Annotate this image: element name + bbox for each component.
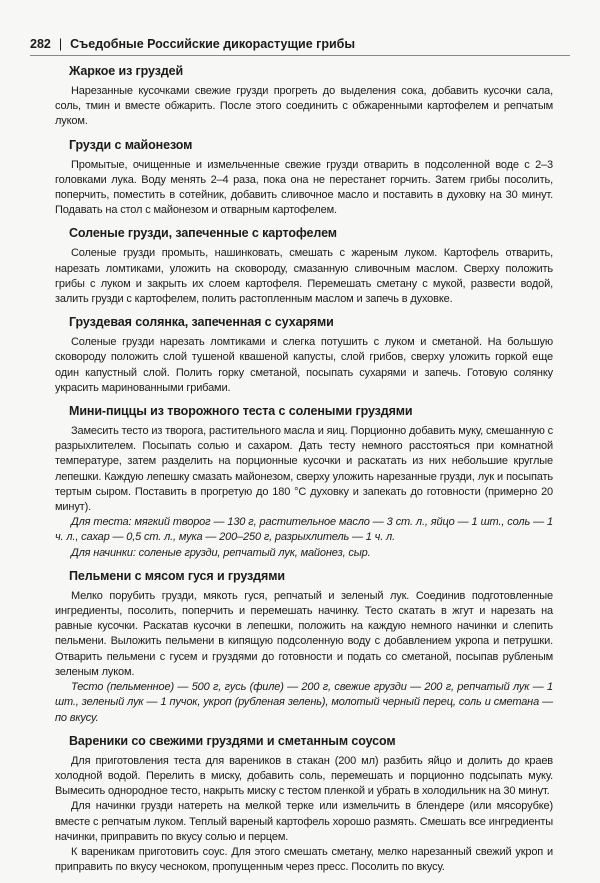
page-content	[55, 58, 553, 883]
recipe-text: Нарезанные кусочками свежие грузди прогреть до выделения сока, добавить кусочки сала, соль, тмин и вместе обжарить. После этого соединить с обжаренными картофелем и репчатым луком.	[55, 85, 553, 128]
recipe-text: К вареникам приготовить соус. Для этого смешать сметану, мелко нарезанный свежий укроп и приправить по вкусу чесноком, пропущенным через пресс. Посолить по вкусу.	[55, 845, 553, 874]
recipe-title: Мини-пиццы из творожного теста с солеными груздями	[69, 404, 413, 419]
recipe-title: Грузди с майонезом	[69, 137, 193, 152]
recipe-mini-pizza	[55, 404, 553, 561]
recipe-text: Соленые грузди нарезать ломтиками и слегка потушить с луком и сметаной. На большую сковороду положить слой тушеной квашеной капусты, слой грибов, сверху уложить горкой еще один капустный слой. Полить горку сметаной, посыпать сухарями и запечь. Готовую солянку украсить маринованными грибами.	[55, 336, 553, 394]
recipe-text: Для начинки грузди натереть на мелкой терке или измельчить в блендере (или мясорубке) вместе с репчатым луком. Теплый вареный картофель хорошо размять. Смешать все ингредиенты начинки, приправить по вкусу солью и перцем.	[55, 800, 553, 843]
recipe-pelmeni	[55, 569, 553, 726]
recipe-text: Замесить тесто из творога, растительного масла и яиц. Порционно добавить муку, смешанную с разрыхлителем. Посыпать солью и сахаром. Дать тесту немного расстояться при комнатной температуре, затем разделить на порционные кусочки и раскатать из них небольшие круглые лепешки. Каждую лепешку смазать майонезом, сверху уложить нарезанные грузди, лук и посыпать тертым сыром. Поставить в прогретую до 180 °С духовку и запекать до готовности (примерно 20 минут).	[55, 425, 553, 514]
recipe-ingredients: Тесто (пельменное) — 500 г, гусь (филе) — 200 г, свежие грузди — 200 г, репчатый лук — 1 шт., зеленый лук — 1 пучок, укроп (рубленая зелень), молотый черный перец, соль и сметана — по вкусу.	[55, 681, 553, 724]
recipe-text: Для приготовления теста для вареников в стакан (200 мл) разбить яйцо и долить до краев холодной водой. Перелить в миску, добавить соль, перемешать и порционно подсыпать муку. Вымесить однородное тесто, накрыть миску с тестом пленкой и убрать в холодильник на 30 минут.	[55, 754, 553, 798]
header-separator: |	[58, 37, 63, 51]
page-header	[30, 36, 570, 56]
recipe-vareniki	[55, 734, 553, 876]
recipe-title: Вареники со свежими груздями и сметанным соусом	[69, 733, 396, 748]
recipe-title: Груздевая солянка, запеченная с сухарями	[69, 315, 334, 330]
recipe-ingredients: Для теста: мягкий творог — 130 г, растительное масло — 3 ст. л., яйцо — 1 шт., соль — 1 ч. л., сахар — 0,5 ст. л., мука — 200–250 г, разрыхлитель — 1 ч. л.	[55, 516, 553, 544]
recipe-text: Мелко порубить грузди, мякоть гуся, репчатый и зеленый лук. Соединив подготовленные ингредиенты, посолить, поперчить и перемешать начинку. Тесто скатать в жгут и нарезать на равные кусочки. Раскатав кусочки в лепешки, положить на каждую немного начинки и слепить пельмени. Выложить пельмени в кипящую подсоленную воду с добавлением укропа и петрушки. Отварить пельмени с гусем и груздями до готовности и подать со сметаной, посыпав рубленым зеленым луком.	[55, 589, 553, 678]
book-title: Съедобные Российские дикорастущие грибы	[70, 37, 356, 51]
recipe-solyanka	[55, 315, 553, 396]
recipe-title: Пельмени с мясом гуся и груздями	[69, 568, 285, 583]
recipe-title: Соленые грузди, запеченные с картофелем	[69, 226, 337, 241]
recipe-ingredients: Для начинки: соленые грузди, репчатый лук, майонез, сыр.	[71, 546, 371, 559]
page-number: 282	[30, 37, 51, 51]
recipe-gruzdi-mayonez	[55, 138, 553, 219]
recipe-text: Соленые грузди промыть, нашинковать, смешать с жареным луком. Картофель отварить, нарезать ломтиками, уложить на сковороду, смазанную сливочным маслом. Сверху положить грибы с луком и закрыть их слоем картофеля. Перемешать сметану с мукой, развести водой, залить грузди с картофелем, полить растопленным маслом и запечь в духовке.	[55, 247, 553, 306]
recipe-gruzdi-kartofel	[55, 226, 553, 307]
recipe-zharkoe	[55, 64, 553, 130]
recipe-title: Жаркое из груздей	[69, 64, 184, 78]
recipe-text: Промытые, очищенные и измельченные свежие грузди отварить в подсоленной воде с 2–3 головками лука. Воду менять 2–4 раза, пока она не перестанет горчить. Затем грибы посолить, поперчить, поместить в сотейник, добавить сливочное масло и поставить в духовку на 30 минут. Подавать на стол с майонезом и отварным картофелем.	[55, 158, 553, 217]
